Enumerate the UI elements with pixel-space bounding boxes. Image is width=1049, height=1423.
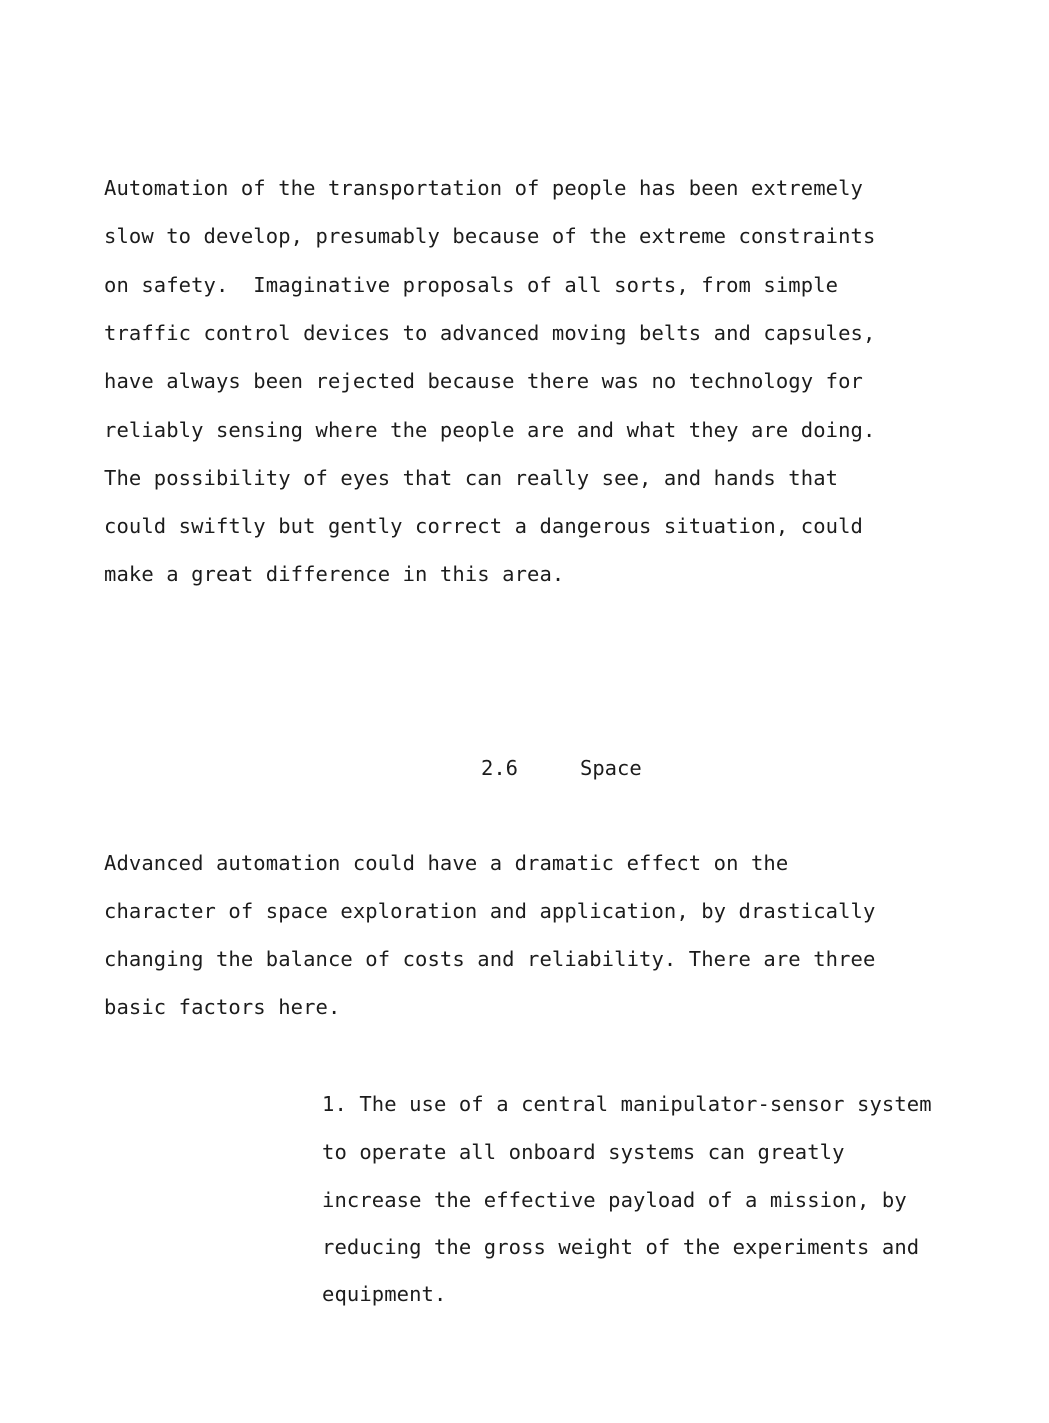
list-item-line: reducing the gross weight of the experiments and (322, 1235, 920, 1259)
paragraph-line: traffic control devices to advanced moving belts and capsules, (104, 321, 876, 345)
list-item-line: increase the effective payload of a mission, by (322, 1188, 907, 1212)
paragraph-line: could swiftly but gently correct a dangerous situation, could (104, 514, 863, 538)
paragraph-line: on safety. Imaginative proposals of all sorts, from simple (104, 273, 839, 297)
paragraph-line: changing the balance of costs and reliability. There are three (104, 947, 876, 971)
list-item-line: to operate all onboard systems can greatly (322, 1140, 845, 1164)
paragraph-line: character of space exploration and application, by drastically (104, 899, 876, 923)
paragraph-line: reliably sensing where the people are and what they are doing. (104, 418, 876, 442)
paragraph-line: Automation of the transportation of people has been extremely (104, 176, 863, 200)
paragraph-line: have always been rejected because there was no technology for (104, 369, 863, 393)
paragraph-line: Advanced automation could have a dramatic effect on the (104, 851, 789, 875)
list-item-line: 1. The use of a central manipulator-sensor system (322, 1092, 932, 1116)
section-title: Space (580, 756, 642, 780)
section-number: 2.6 (481, 756, 519, 780)
list-item-line: equipment. (322, 1282, 447, 1306)
paragraph-line: The possibility of eyes that can really see, and hands that (104, 466, 839, 490)
paragraph-line: basic factors here. (104, 995, 341, 1019)
paragraph-line: slow to develop, presumably because of the extreme constraints (104, 224, 876, 248)
paragraph-line: make a great difference in this area. (104, 562, 565, 586)
